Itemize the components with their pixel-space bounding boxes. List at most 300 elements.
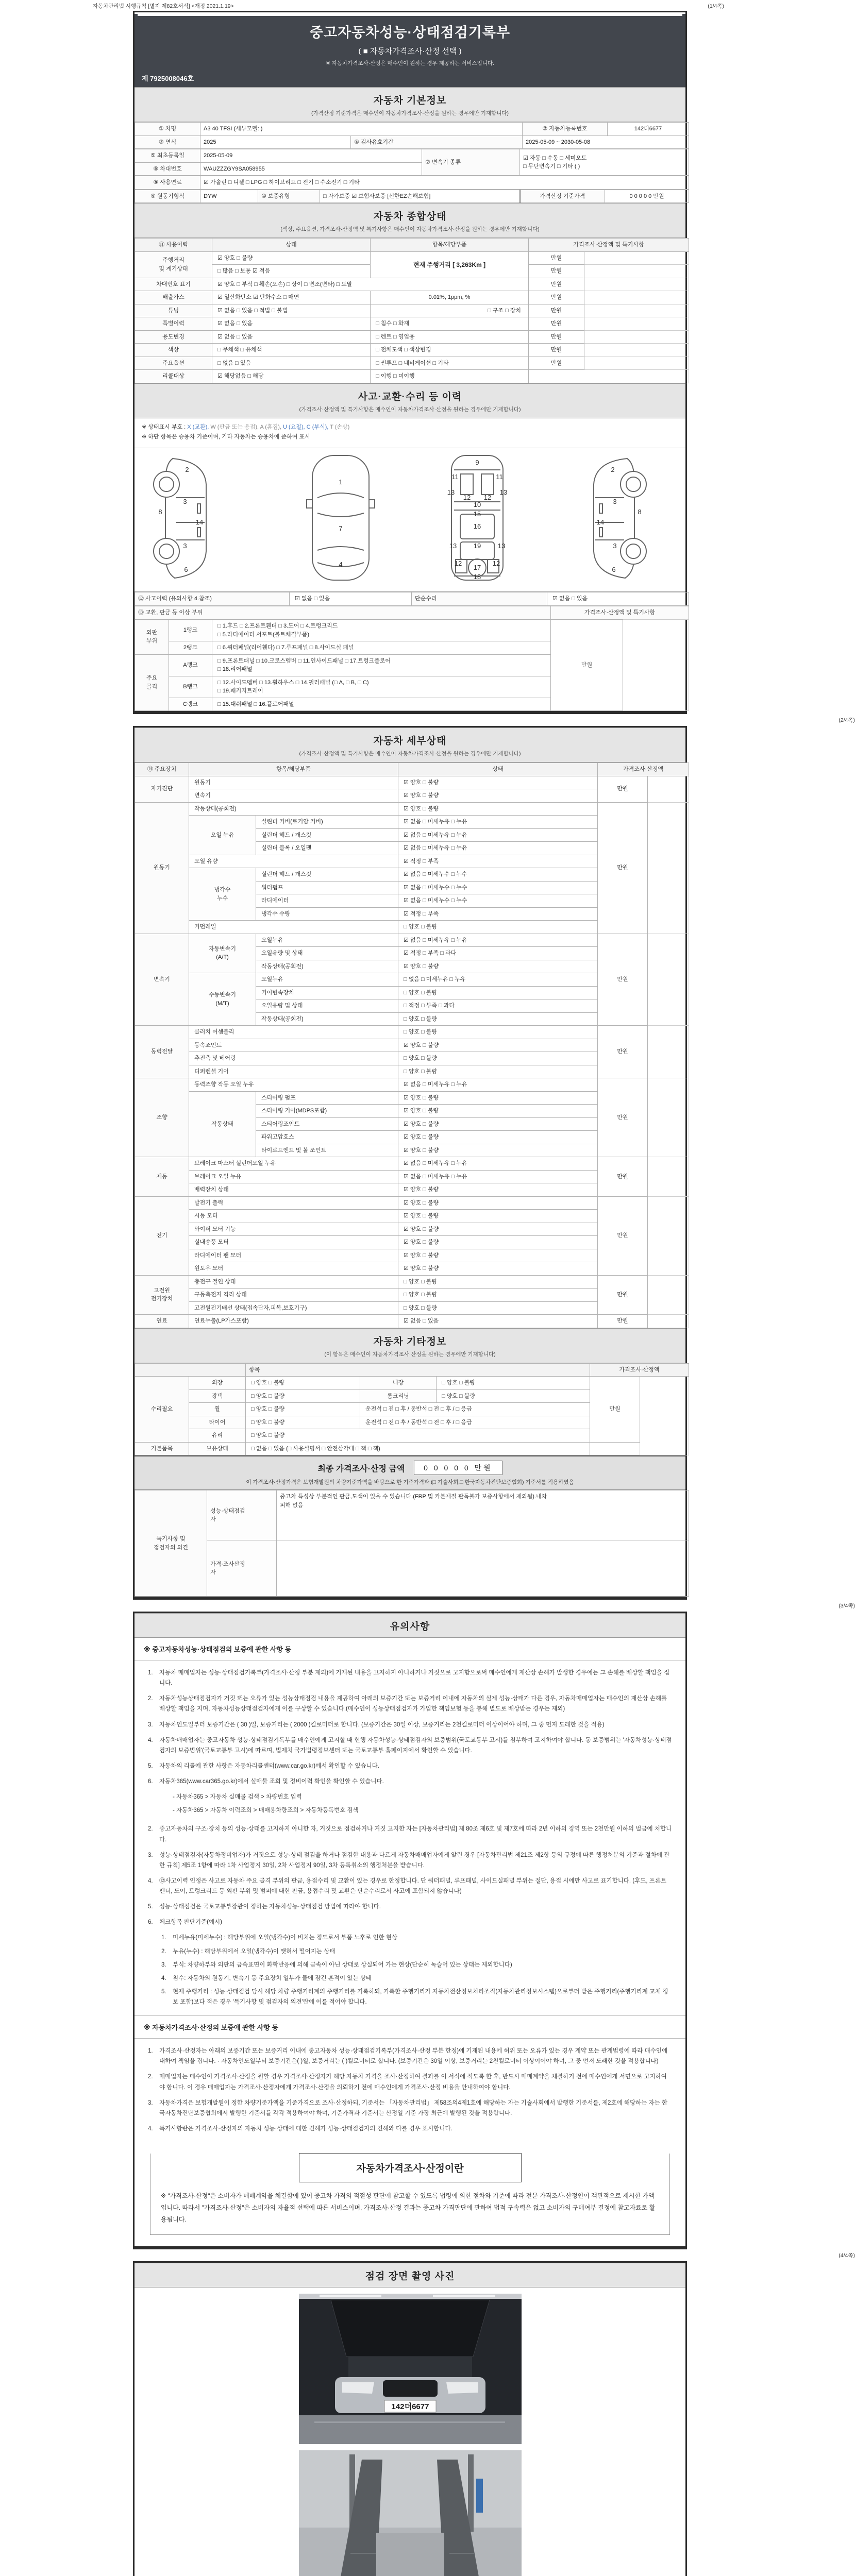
table-header-row (135, 1363, 689, 1377)
panel-number: 16 (473, 522, 481, 531)
checkbox-cell[interactable]: ☑ 양호 □ 불량 (398, 1183, 598, 1197)
checkbox-cell[interactable]: ☑ 없음 □ 미세누유 □ 누유 (398, 1078, 598, 1092)
cell: 룸크리닝 (360, 1389, 437, 1403)
table-row (135, 370, 689, 383)
basic-info-table-d (135, 190, 689, 204)
checkbox-cell[interactable]: □ 자가보증 ☑ 보험사보증 [신한EZ손해보험] (320, 190, 520, 203)
panel-number: 13 (447, 488, 455, 497)
cell: A랭크 (169, 654, 212, 676)
cell (584, 304, 689, 317)
price-cell: 만원 (529, 317, 584, 331)
checkbox-cell[interactable]: ☑ 없음 □ 있음 (290, 592, 412, 606)
col-blank (135, 1363, 246, 1377)
cell (648, 1157, 689, 1197)
legend-line-1: ※ 상태표시 부호 : X (교환), W (판금 또는 용접), A (흠집), U (요철), C (부식), T (손상) (142, 423, 350, 430)
list-item: 2. 자동차성능상태점검자가 거짓 또는 오류가 있는 성능상태점검 내용을 제공하여 아래의 보증기간 또는 보증거리 이내에 자동차의 실제 성능·상태가 다른 경우, 자동차매매업자는 매수인의 재산상 손해를 배상할 책임을 지며, 자동차성능상태점검자에게 이를 구상할 수 있습니다.(매수인이 성능상태점검자가 가입한 책임보험 등을 통해 별도로 배상받는 경우는 제외) (148, 1696, 667, 1713)
cell: 배출가스 (135, 291, 212, 304)
checkbox-cell[interactable]: □ 없음 □ 있음 (□ 사용설명서 □ 안전삼각대 □ 잭 □ 잭) (246, 1442, 590, 1455)
section-note: (가격조사·산정액 및 특기사항은 매수인이 자동차가격조사·산정을 원하는 경우에만 기재합니다) (299, 751, 521, 757)
checkbox-cell[interactable]: 운전석 □ 전 □ 후 / 동반석 □ 전 □ 후 / □ 응급 (360, 1403, 590, 1416)
table-row (135, 149, 689, 163)
notice-list-a (135, 1660, 685, 1824)
cell (648, 1315, 689, 1328)
panel-number: 18 (473, 573, 481, 581)
table-row (135, 776, 689, 789)
basic-info-table-c (135, 176, 689, 190)
checkbox-cell[interactable]: ☑ 양호 □ 불량 (398, 960, 598, 973)
cell: 냉각수 누수 (189, 868, 256, 921)
checkbox-cell[interactable]: □ 양호 □ 불량 (246, 1416, 360, 1429)
cell: 클러치 어셈블리 (189, 1026, 398, 1039)
cell: 기어변속장치 (256, 986, 398, 999)
list-item: 5. 자동차의 리콜에 관한 사항은 자동차리콜센터(www.car.go.kr)에서 확인할 수 있습니다. (148, 1762, 379, 1769)
cell: 유리 (189, 1429, 246, 1443)
panel-number: 3 (183, 542, 187, 550)
section-title: 자동차 종합상태 (373, 211, 447, 222)
cell: A3 40 TFSI (세부모델: ) (200, 123, 523, 136)
cell: 오일누유 (256, 973, 398, 987)
checkbox-cell[interactable]: ☑ 없음 □ 있음 (212, 330, 371, 344)
cell: 라디에이터 팬 모터 (189, 1249, 398, 1262)
price-cell: 만원 (598, 1078, 648, 1157)
cell: ⑥ 차대번호 (135, 162, 200, 176)
checkbox-cell[interactable]: □ 15.대쉬패널 □ 16.플로어패널 (212, 698, 551, 711)
cell: 타이로드엔드 및 볼 조인트 (256, 1144, 398, 1157)
cell: 단순수리 (412, 592, 547, 606)
list-item: - 자동차365 > 자동차 실매물 검색 > 차량번호 입력 (173, 1794, 302, 1801)
cell: 동력전달 (135, 1026, 189, 1078)
list-item: - 자동차365 > 자동차 이력조회 > 매매용차량조회 > 자동차등록번호 검색 (173, 1807, 359, 1814)
checkbox-cell[interactable]: □ 9.프론트패널 □ 10.크로스멤버 □ 11.인사이드패널 □ 17.트렁크플로어 □ 18.리어패널 (212, 654, 551, 676)
checkbox-cell[interactable]: ☑ 없음 □ 있음 (212, 317, 371, 331)
col-price-remarks: 가격조사·산정액 및 특기사항 (529, 239, 689, 252)
panel-number: 11 (451, 473, 459, 481)
checkbox-cell[interactable]: 운전석 □ 전 □ 후 / 동반석 □ 전 □ 후 / □ 응급 (360, 1416, 590, 1429)
cell: 변속기 (135, 934, 189, 1026)
panel-number: 12 (454, 560, 462, 568)
cell: 제동 (135, 1157, 189, 1197)
checkbox-cell[interactable]: □ 양호 □ 불량 (398, 1275, 598, 1289)
cell: 광택 (189, 1389, 246, 1403)
price-cell: 만원 (598, 934, 648, 1026)
price-cell: 만원 (529, 304, 584, 317)
cell: 실린더 커버(로커암 커버) (256, 816, 398, 829)
checkbox-cell[interactable]: □ 렌트 □ 영업용 (371, 330, 529, 344)
checkbox-cell[interactable]: □ 양호 □ 불량 (398, 1012, 598, 1026)
checkbox-cell[interactable]: □ 적정 □ 부족 □ 과다 (398, 999, 598, 1013)
section-title: 사고·교환·수리 등 이력 (358, 391, 462, 402)
final-price-note[interactable]: 이 가격조사·산정가격은 보험개발원의 차량기준가액을 바탕으로 한 기준가격과 (□ 기술사회,□ 한국자동차진단보증협회) 기준서를 적용하였음 (246, 1479, 574, 1486)
panel-number: 4 (339, 561, 343, 569)
list-item: 2. 중고자동차의 구조·장치 등의 성능·상태를 고지하지 아니한 자, 거짓으로 점검하거나 거짓 고지한 자는 [자동차관리법] 제 80조 제6호 및 제7호에 따라 2년 이하의 징역 또는 2천만원 이하의 벌금에 처합니다. (148, 1826, 672, 1843)
cell (648, 776, 689, 802)
cell: 가격조사·산정액 및 특기사항 (551, 606, 689, 619)
table-row (135, 592, 689, 606)
checkbox-cell[interactable]: ☑ 없음 □ 있음 (398, 1315, 598, 1328)
checkbox-cell[interactable]: ☑ 없음 □ 미세누수 □ 누수 (398, 868, 598, 882)
checkbox-cell[interactable]: □ 침수 □ 화재 (371, 317, 529, 331)
panel-number: 6 (184, 566, 188, 574)
checkbox-cell[interactable]: ☑ 없음 □ 미세누수 □ 누수 (398, 894, 598, 908)
checkbox-cell[interactable]: ☑ 양호 □ 불량 (398, 1105, 598, 1118)
col-item-part: 항목/해당부품 (371, 239, 529, 252)
cell: B랭크 (169, 676, 212, 698)
checkbox-cell[interactable]: ☑ 없음 □ 미세누수 □ 누수 (398, 881, 598, 894)
pricing-definition-text: ※ "가격조사·산정"은 소비자가 매매계약을 체결함에 있어 중고차 가격의 적절성 판단에 참고할 수 있도록 법령에 의한 절차와 기준에 따라 전문 가격조사·산정인이 객관적으로 제시한 가액입니다. 따라서 "가격조사·산정"은 소비자의 자율적 선택에 따른 서비스이며, 가격조사·산정 결과는 중고차 가격판단에 관하여 법적 구속력은 없고 소비자의 구매여부 결정에 참고자료로 활용됩니다. (161, 2192, 656, 2223)
cell: 작동상태(공회전) (256, 960, 398, 973)
checkbox-cell[interactable]: □ 양호 □ 불량 (398, 1289, 598, 1302)
table-row (135, 1196, 689, 1210)
checkbox-cell[interactable]: ☑ 일산화탄소 ☑ 탄화수소 □ 매연 (212, 291, 371, 304)
page-number-2: (2/4쪽) (839, 717, 855, 724)
license-plate: 142더6677 (391, 2402, 429, 2412)
state-symbol: A (흠집), (260, 423, 283, 430)
cell: 차대번호 표기 (135, 278, 212, 291)
cell (584, 344, 689, 357)
state-symbol: C (부식), (306, 423, 330, 430)
checkbox-cell[interactable]: □ 양호 □ 불량 (246, 1403, 360, 1416)
checkbox-cell[interactable]: ☑ 양호 □ 불량 (398, 776, 598, 789)
checkbox-cell[interactable]: □ 이행 □ 미이행 (371, 370, 529, 383)
checkbox-cell[interactable]: ☑ 적정 □ 부족 □ 과다 (398, 947, 598, 960)
cell (648, 802, 689, 934)
cell: 스티어링조인트 (256, 1117, 398, 1131)
checkbox-cell[interactable]: ☑ 양호 □ 불량 (398, 1236, 598, 1249)
table-row (135, 1275, 689, 1289)
cell: 타이어 (189, 1416, 246, 1429)
checkbox-cell[interactable]: ☑ 적정 □ 부족 (398, 855, 598, 868)
exchange-header-table (135, 606, 689, 620)
cell: 리콜대상 (135, 370, 212, 383)
checkbox-cell[interactable]: ☑ 양호 □ 불량 (398, 1117, 598, 1131)
checkbox-cell[interactable]: ☑ 없음 □ 미세누유 □ 누유 (398, 934, 598, 947)
checkbox-cell[interactable]: □ 양호 □ 불량 (437, 1389, 590, 1403)
pricing-definition-title: 자동차가격조사·산정이란 (299, 2153, 522, 2182)
price-cell: 만원 (598, 1157, 648, 1197)
cell: 와이퍼 모터 기능 (189, 1223, 398, 1236)
cell (277, 1540, 689, 1597)
cell: 등속죠인트 (189, 1039, 398, 1052)
cell: 수동변속기 (M/T) (189, 973, 256, 1026)
state-symbol-legend (135, 418, 685, 449)
price-cell: 만원 (598, 1026, 648, 1078)
checkbox-cell[interactable]: ☑ 양호 □ 불량 (398, 1039, 598, 1052)
section-basic-info-header (135, 87, 685, 122)
cell: 스티어링 기어(MDPS포함) (256, 1105, 398, 1118)
cell: 전기 (135, 1196, 189, 1275)
section-accident-header (135, 383, 685, 418)
col-major-device: ⑭ 주요장치 (135, 763, 189, 776)
price-cell: 만원 (598, 1315, 648, 1328)
cell: ⑩ 보증유형 (258, 190, 320, 203)
checkbox-cell[interactable]: □ 썬루프 □ 네비게이션 □ 기타 (371, 357, 529, 370)
checkbox-cell[interactable]: ☑ 양호 □ 불량 (212, 251, 371, 265)
cell: 실린더 헤드 / 개스킷 (256, 868, 398, 882)
checkbox-cell[interactable]: □ 없음 □ 있음 (212, 357, 371, 370)
cell: 원동기 (189, 776, 398, 789)
cell: 2025-05-09 ~ 2030-05-08 (523, 135, 689, 149)
price-cell: 만원 (529, 265, 584, 278)
checkbox-cell[interactable]: ☑ 양호 □ 불량 (398, 1223, 598, 1236)
panel-number: 14 (195, 518, 204, 527)
panel-number: 1 (339, 478, 343, 486)
final-price-band (135, 1455, 685, 1490)
checkbox-cell[interactable]: ☑ 없음 □ 미세누유 □ 누유 (398, 1157, 598, 1171)
list-item: 3. 부식: 차량하부와 외판의 금속표면이 화학반응에 의해 금속이 아닌 상태로 상실되어 가는 현상(단순히 녹슬어 있는 상태는 제외합니다) (161, 1961, 512, 1968)
photo-lift-ramps (299, 2450, 522, 2576)
cell: 외장 (189, 1377, 246, 1390)
cell: 자기진단 (135, 776, 189, 802)
list-item: 3. 성능·상태점검자(자동차정비업자)가 거짓으로 성능·상태 점검을 하거나 점검한 내용과 다르게 자동차매매업자에게 알린 경우 [자동차관리법 제21조 제2항 등의 규정에 따른 행정처분의 기준과 절차에 관한 규칙] 제5조 1항에 따라 1차 사업정지 30일, 2차 사업정지 90일, 3차 등록취소의 행정처분을 받습니다. (148, 1852, 670, 1869)
panel-number: 13 (497, 542, 506, 550)
inspection-photos (135, 2287, 685, 2576)
cell (584, 251, 689, 265)
checkbox-cell[interactable]: ☑ 양호 □ 불량 (398, 802, 598, 816)
cell: 0 0 0 0 0 만원 (605, 190, 689, 203)
checkbox-cell[interactable]: ☑ 없음 □ 미세누유 □ 누유 (398, 816, 598, 829)
checkbox-cell[interactable]: ☑ 양호 □ 불량 (398, 789, 598, 803)
notice-subtitle-1: ※ 중고자동차성능·상태점검의 보증에 관한 사항 등 (135, 1638, 685, 1660)
cell: 냉각수 수량 (256, 907, 398, 921)
cell: 커먼레일 (189, 921, 398, 934)
cell (623, 620, 689, 711)
panel-number: 17 (473, 564, 481, 572)
price-cell: 만원 (598, 1196, 648, 1275)
cell (584, 291, 689, 304)
state-symbol: X (교환), (187, 423, 211, 430)
checkbox-cell[interactable]: □ 양호 □ 불량 (398, 1052, 598, 1065)
cell: 성능·상태점검 자 (207, 1490, 277, 1540)
cell: ⑬ 교환, 판금 등 이상 부위 (135, 606, 551, 619)
col-state: 상태 (212, 239, 371, 252)
cell: 오일유량 및 상태 (256, 947, 398, 960)
cell: ⑫ 사고이력 (유의사항 4.참조) (135, 592, 290, 606)
list-item: 3. 자동차가격은 보험개발원이 정한 차량기준가액을 기준가격으로 조사·산정하되, 기준서는 「자동차관리법」 제58조의4제1호에 해당하는 자는 기술사회에서 발행한 기준서를, 제2호에 해당하는 자는 한국자동차진단보증협회에서 발행한 기준서를 각각 적용하여야 하며, 기준가격과 기준서는 산정일 기준 가장 최근에 발행된 것을 적용합니다. (148, 2099, 668, 2116)
cell: 브레이크 오일 누유 (189, 1170, 398, 1183)
cell: 2025-05-09 (200, 149, 422, 163)
checkbox-cell[interactable]: ☑ 없음 □ 미세누유 □ 누유 (398, 828, 598, 842)
cell (584, 357, 689, 370)
cell: 오일누유 (256, 934, 398, 947)
list-item: 1. 미세누유(미세누수) : 해당부위에 오일(냉각수)이 비치는 정도로서 부품 노후로 인한 현상 (161, 1935, 398, 1941)
cell: ② 자동차등록번호 (523, 123, 608, 136)
price-cell: 만원 (529, 330, 584, 344)
list-item: 4. 자동차매매업자는 중고자동차 성능·상태점검기록부를 매수인에게 고지할 때 현행 자동차성능·상태점검자의 보증범위(국토교통부 고시)를 첨부하여 고지하여야 합니다. 동 보증범위는 '자동차성능·상태점검자의 보증범위'(국토교통부 고시)에 따르며, 법제처 국가법령정보센터 또는 국토교통부 홈페이지에서 확인할 수 있습니다. (148, 1737, 672, 1754)
table-row (135, 1157, 689, 1171)
checkbox-cell[interactable]: ☑ 가솔린 □ 디젤 □ LPG □ 하이브리드 □ 전기 □ 수소전기 □ 기타 (200, 176, 689, 190)
checkbox-cell[interactable]: □ 12.사이드멤버 □ 13.휠하우스 □ 14.필러패널 (□ A, □ B, □ C) □ 19.패키지트레이 (212, 676, 551, 698)
list-item: 2. 누유(누수) : 해당부위에서 오일(냉각수)이 맺혀서 떨어지는 상태 (161, 1948, 336, 1955)
checkbox-cell[interactable]: □ 양호 □ 불량 (246, 1429, 590, 1443)
car-diagram (135, 448, 685, 592)
cell: 고전원전기배선 상태(접속단자,피복,보호기구) (189, 1301, 398, 1315)
cell: 오일 누유 (189, 816, 256, 855)
list-item: 4. ⑫사고이력 인정은 사고로 자동차 주요 골격 부위의 판금, 용접수리 및 교환이 있는 경우로 한정합니다. 단 쿼터패널, 루프패널, 사이드실패널 부위는 절단, 용접 시에만 사고로 표기합니다. (후드, 프론트펜더, 도어, 트렁크리드 등 외판 부위 및 범퍼에 대한 판금, 용접수리 및 교환은 단순수리로서 사고에 포함되지 않습니다) (148, 1877, 667, 1895)
document-number: 제 7925008046호 (142, 75, 194, 82)
cell: 연료 (135, 1315, 189, 1328)
checkbox-cell[interactable]: □ 무채색 □ 유채색 (212, 344, 371, 357)
cell: 시동 모터 (189, 1210, 398, 1223)
cell: 파워고압호스 (256, 1131, 398, 1144)
cell: 보유상태 (189, 1442, 246, 1455)
section-note: (가격산정 기준가격은 매수인이 자동차가격조사·산정을 원하는 경우에만 기재합니다) (311, 110, 509, 116)
checkbox-cell[interactable]: ☑ 없음 □ 미세누유 □ 누유 (398, 1170, 598, 1183)
price-cell: 만원 (598, 802, 648, 934)
page-4-box (133, 2261, 687, 2576)
panel-number: 14 (596, 518, 605, 527)
price-cell: 만원 (529, 291, 584, 304)
col-price: 가격조사·산정액 (598, 763, 689, 776)
cell: ④ 검사유효기간 (351, 135, 523, 149)
cell: 2랭크 (169, 641, 212, 655)
col-usage-history: ⑪ 사용이력 (135, 239, 212, 252)
cell: 워터펌프 (256, 881, 398, 894)
checkbox-cell[interactable]: ☑ 자동 □ 수동 □ 세미오토 □ 무단변속기 □ 기타 ( ) (520, 149, 689, 176)
table-row (135, 1315, 689, 1328)
checkbox-cell[interactable]: □ 양호 □ 불량 (246, 1377, 360, 1390)
document-subtitle: ( ■ 자동차가격조사·산정 선택 ) (358, 47, 462, 56)
panel-number: 3 (613, 542, 617, 550)
checkbox-cell[interactable]: ☑ 적정 □ 부족 (398, 907, 598, 921)
table-row (135, 176, 689, 190)
cell: 작동상태 (189, 1091, 256, 1157)
section-etc-header (135, 1328, 685, 1363)
table-row (135, 304, 689, 317)
cell: 구동축전지 격리 상태 (189, 1289, 398, 1302)
photo-engine-bay (299, 2294, 522, 2444)
section-title: 유의사항 (390, 1621, 430, 1633)
cell: 작동상태(공회전) (189, 802, 398, 816)
cell: 자동변속기 (A/T) (189, 934, 256, 973)
cell: ⑤ 최초등록일 (135, 149, 200, 163)
basic-info-table-a (135, 122, 689, 149)
checkbox-cell[interactable]: □ 전체도색 □ 색상변경 (371, 344, 529, 357)
checkbox-cell[interactable]: ☑ 양호 □ 불량 (398, 1131, 598, 1144)
checkbox-cell[interactable]: □ 양호 □ 불량 (398, 1065, 598, 1078)
section-detail-header (135, 727, 685, 762)
cell: 외판 부위 (135, 620, 169, 655)
checkbox-cell[interactable]: □ 양호 □ 불량 (398, 986, 598, 999)
cell: 색상 (135, 344, 212, 357)
checkbox-cell[interactable]: □ 1.후드 □ 2.프론트휀더 □ 3.도어 □ 4.트렁크리드 □ 5.라디에이터 서포트(볼트체결부품) (212, 620, 551, 641)
cell: 내장 (360, 1377, 437, 1390)
cell: 원동기 (135, 802, 189, 934)
cell: 고전원 전기장치 (135, 1275, 189, 1315)
cell: 동력조향 작동 오일 누유 (189, 1078, 398, 1092)
col-price: 가격조사·산정액 (590, 1363, 689, 1377)
cell: 주요옵션 (135, 357, 212, 370)
notice-subtitle-2: ※ 자동차가격조사·산정의 보증에 관한 사항 등 (135, 2015, 685, 2039)
pricing-definition-box (150, 2154, 670, 2235)
cell: ① 차명 (135, 123, 200, 136)
table-row (135, 330, 689, 344)
list-item: 1. 가격조사·산정자는 아래의 보증기간 또는 보증거리 이내에 중고자동차 성능·상태점검기록부(가격조사·산정 부분 한정)에 기재된 내용에 허위 또는 오류가 있는 경우 계약 또는 관계법령에 따라 매수인에 대하여 책임을 집니다. · 자동차인도일부터 보증기간은( )일, 보증거리는 ( )킬로미터로 합니다. (보증기간은 30일 이상, 보증거리는 2천킬로미터 이상이어야 하며, 그 중 먼저 도래한 것을 적용합니다) (148, 2048, 668, 2065)
price-cell: 만원 (529, 344, 584, 357)
cell (640, 1377, 689, 1455)
checkbox-cell[interactable]: □ 구조 □ 장치 (371, 304, 529, 317)
checkbox-cell[interactable]: ☑ 양호 □ 불량 (398, 1144, 598, 1157)
checkbox-cell[interactable]: ☑ 없음 □ 미세누유 □ 누유 (398, 842, 598, 855)
table-row (135, 1490, 689, 1540)
checkbox-cell[interactable]: □ 양호 □ 불량 (398, 1301, 598, 1315)
etc-info-table (135, 1363, 689, 1456)
section-title: 자동차 기본정보 (373, 95, 447, 106)
cell: 1랭크 (169, 620, 212, 641)
cell (648, 1026, 689, 1078)
table-row (135, 620, 689, 641)
panel-number: 2 (185, 466, 189, 474)
checkbox-cell[interactable]: □ 없음 □ 미세누유 □ 누유 (398, 973, 598, 987)
table-header-row (135, 239, 689, 252)
checkbox-cell[interactable]: ☑ 양호 □ 불량 (398, 1249, 598, 1262)
checkbox-cell[interactable]: ☑ 양호 □ 불량 (398, 1262, 598, 1276)
cell: 스티어링 펌프 (256, 1091, 398, 1105)
checkbox-cell[interactable]: □ 양호 □ 불량 (246, 1389, 360, 1403)
checkbox-cell[interactable]: □ 양호 □ 불량 (437, 1377, 590, 1390)
table-row (135, 344, 689, 357)
cell: 발전기 출력 (189, 1196, 398, 1210)
panel-number: 12 (492, 560, 500, 568)
cell: 오일 유량 (189, 855, 398, 868)
panel-rank-table (135, 619, 689, 711)
checkbox-cell[interactable]: ☑ 없음 □ 있음 (547, 592, 689, 606)
cell: 브레이크 마스터 실린더오일 누유 (189, 1157, 398, 1171)
price-cell: 만원 (551, 620, 623, 711)
notice-list-b (135, 1824, 685, 2015)
cell: 추진축 및 베어링 (189, 1052, 398, 1065)
checkbox-cell[interactable]: ☑ 양호 □ 부식 □ 훼손(오손) □ 상이 □ 변조(변타) □ 도말 (212, 278, 529, 291)
cell: 디퍼렌셜 기어 (189, 1065, 398, 1078)
panel-number: 13 (449, 542, 457, 550)
page-number-3: (3/4쪽) (839, 1603, 855, 1609)
notice-list-c (135, 2039, 685, 2144)
basic-info-table-b (135, 149, 689, 176)
checkbox-cell[interactable]: ☑ 양호 □ 불량 (398, 1210, 598, 1223)
cell (584, 265, 689, 278)
page-number-1: (1/4쪽) (708, 3, 724, 9)
list-item: 6. 자동차365(www.car365.go.kr)에서 실매물 조회 및 정비이력 확인을 확인할 수 있습니다. (148, 1778, 384, 1785)
panel-number: 12 (463, 494, 471, 502)
checkbox-cell[interactable]: ☑ 양호 □ 불량 (398, 1091, 598, 1105)
checkbox-cell[interactable]: □ 많음 □ 보통 ☑ 적음 (212, 265, 371, 278)
table-row (135, 1540, 689, 1597)
panel-number: 12 (483, 494, 492, 502)
top-meta (93, 2, 724, 10)
checkbox-cell[interactable]: □ 양호 □ 불량 (398, 1026, 598, 1039)
inspector-opinion-table (135, 1490, 689, 1597)
checkbox-cell[interactable]: □ 6.쿼터패널(리어휀다) □ 7.루프패널 □ 8.사이드실 패널 (212, 641, 551, 655)
page-2-box (133, 726, 687, 1600)
panel-number: 2 (611, 466, 615, 474)
checkbox-cell[interactable]: ☑ 양호 □ 불량 (398, 1196, 598, 1210)
legend-line-2: ※ 하단 항목은 승용차 기준이며, 기타 자동차는 승용차에 준하여 표시 (142, 434, 310, 440)
cell: 기본품목 (135, 1442, 189, 1455)
list-item: 3. 자동차인도일부터 보증기간은 ( 30 )일, 보증거리는 ( 2000 )킬로미터로 합니다. (보증기간은 30일 이상, 보증거리는 2천킬로미터 이상이어야 하며, 그 중 먼저 도래한 것을 적용) (148, 1721, 605, 1728)
cell: C랭크 (169, 698, 212, 711)
panel-number: 9 (475, 459, 479, 467)
price-cell: 만원 (529, 251, 584, 265)
table-row (135, 278, 689, 291)
list-item: 4. 특기사항란은 가격조사·산정자의 자동차 성능·상태에 대한 견해가 성능·상태점검자의 견해와 다를 경우 표시합니다. (148, 2125, 452, 2132)
checkbox-cell[interactable]: □ 양호 □ 불량 (398, 921, 598, 934)
cell (648, 934, 689, 1026)
cell: 라디에이터 (256, 894, 398, 908)
panel-number: 13 (499, 488, 508, 497)
checkbox-cell[interactable]: ☑ 해당없음 □ 해당 (212, 370, 371, 383)
table-row (135, 1026, 689, 1039)
checkbox-cell[interactable]: ☑ 없음 □ 있음 □ 적법 □ 불법 (212, 304, 371, 317)
list-item: 1. 자동차 매매업자는 성능·상태점검기록부(가격조사·산정 부분 제외)에 기재된 내용을 고지하지 아니하거나 거짓으로 고지함으로써 매수인에게 재산상 손해가 발생한 경우에는 그 손해를 배상할 책임을 집니다. (148, 1670, 670, 1687)
